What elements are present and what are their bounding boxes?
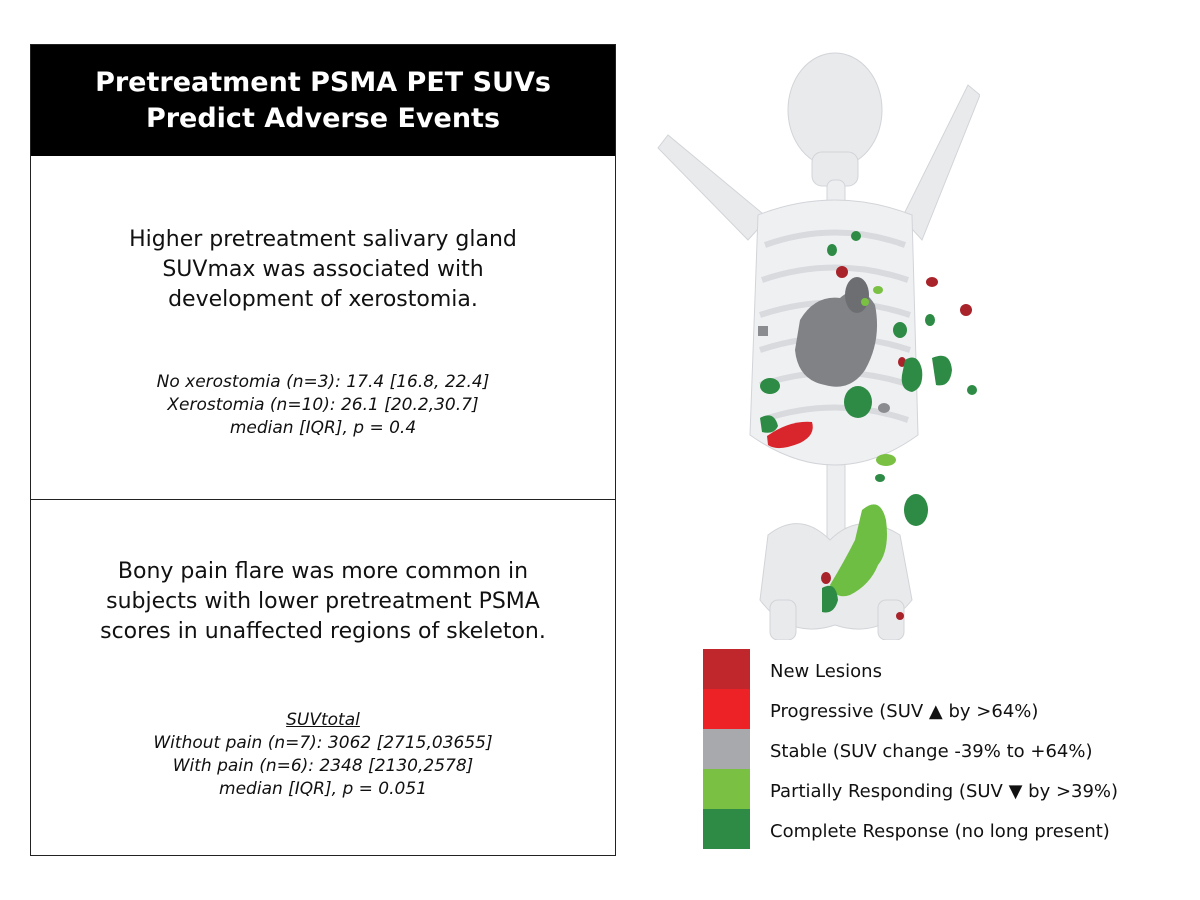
stats-heading: SUVtotal (286, 710, 360, 730)
stats-line: Xerostomia (n=10): 26.1 [20.2,30.7] (167, 395, 479, 415)
title-line-1: Pretreatment PSMA PET SUVs (95, 66, 551, 98)
right-arm-bone (658, 135, 768, 240)
lesion-new (821, 572, 831, 584)
lesion-stable (878, 403, 890, 413)
lesion-stable (758, 326, 768, 336)
pain-flare-section (31, 500, 615, 855)
lesion-complete (904, 494, 928, 526)
lesion-complete (902, 358, 923, 392)
title-line-2: Predict Adverse Events (145, 102, 501, 134)
legend-label: Stable (SUV change -39% to +64%) (770, 741, 1093, 762)
finding-line: scores in unaffected regions of skeleton. (100, 619, 546, 644)
legend-swatch (703, 649, 750, 689)
stats-line: median [IQR], p = 0.4 (229, 418, 417, 438)
right-femur (770, 600, 796, 640)
legend-label: New Lesions (770, 661, 882, 682)
stats-line: median [IQR], p = 0.051 (219, 779, 427, 799)
skeleton-pet-rendering (650, 40, 980, 640)
stats-line: Without pain (n=7): 3062 [2715,03655] (153, 733, 493, 753)
lesion-new (926, 277, 938, 287)
lesion-partial (876, 454, 896, 466)
finding-line: Higher pretreatment salivary gland (129, 227, 517, 252)
xerostomia-section (31, 156, 615, 500)
lesion-complete (925, 314, 935, 326)
xerostomia-finding (31, 225, 615, 315)
left-arm-bone (902, 85, 980, 240)
legend-row-progressive (703, 689, 1173, 729)
legend-swatch (703, 689, 750, 729)
xerostomia-stats (31, 371, 615, 440)
lesion-partial (873, 286, 883, 294)
legend-label: Complete Response (no long present) (770, 821, 1110, 842)
panel-title (31, 45, 615, 156)
lesion-complete (932, 356, 952, 386)
lesion-complete (875, 474, 885, 482)
legend-label: Partially Responding (SUV ▼ by >39%) (770, 781, 1119, 802)
legend-swatch (703, 729, 750, 769)
legend-swatch (703, 769, 750, 809)
skull (788, 53, 882, 167)
stats-line: No xerostomia (n=3): 17.4 [16.8, 22.4] (156, 372, 490, 392)
lesion-new (960, 304, 972, 316)
pain-flare-finding (31, 557, 615, 647)
lesion-new (896, 612, 904, 620)
lesion-complete (851, 231, 861, 241)
lesion-complete (893, 322, 907, 338)
response-legend (703, 649, 1173, 849)
findings-panel (30, 44, 616, 856)
finding-line: Bony pain flare was more common in (117, 559, 529, 584)
lesion-partial (861, 298, 869, 306)
lesion-complete (844, 386, 872, 418)
legend-row-complete (703, 809, 1173, 849)
stats-line: With pain (n=6): 2348 [2130,2578] (172, 756, 474, 776)
lesion-stable (845, 277, 869, 313)
finding-line: subjects with lower pretreatment PSMA (106, 589, 540, 614)
lesion-complete (967, 385, 977, 395)
lesion-new (836, 266, 848, 278)
finding-line: development of xerostomia. (168, 287, 478, 312)
legend-label: Progressive (SUV ▲ by >64%) (770, 701, 1039, 722)
legend-row-stable (703, 729, 1173, 769)
legend-row-new-lesions (703, 649, 1173, 689)
left-femur (878, 600, 904, 640)
legend-swatch (703, 809, 750, 849)
pain-flare-stats (31, 709, 615, 801)
finding-line: SUVmax was associated with (162, 257, 484, 282)
lesion-complete (760, 378, 780, 394)
legend-row-partial (703, 769, 1173, 809)
lesion-complete (827, 244, 837, 256)
